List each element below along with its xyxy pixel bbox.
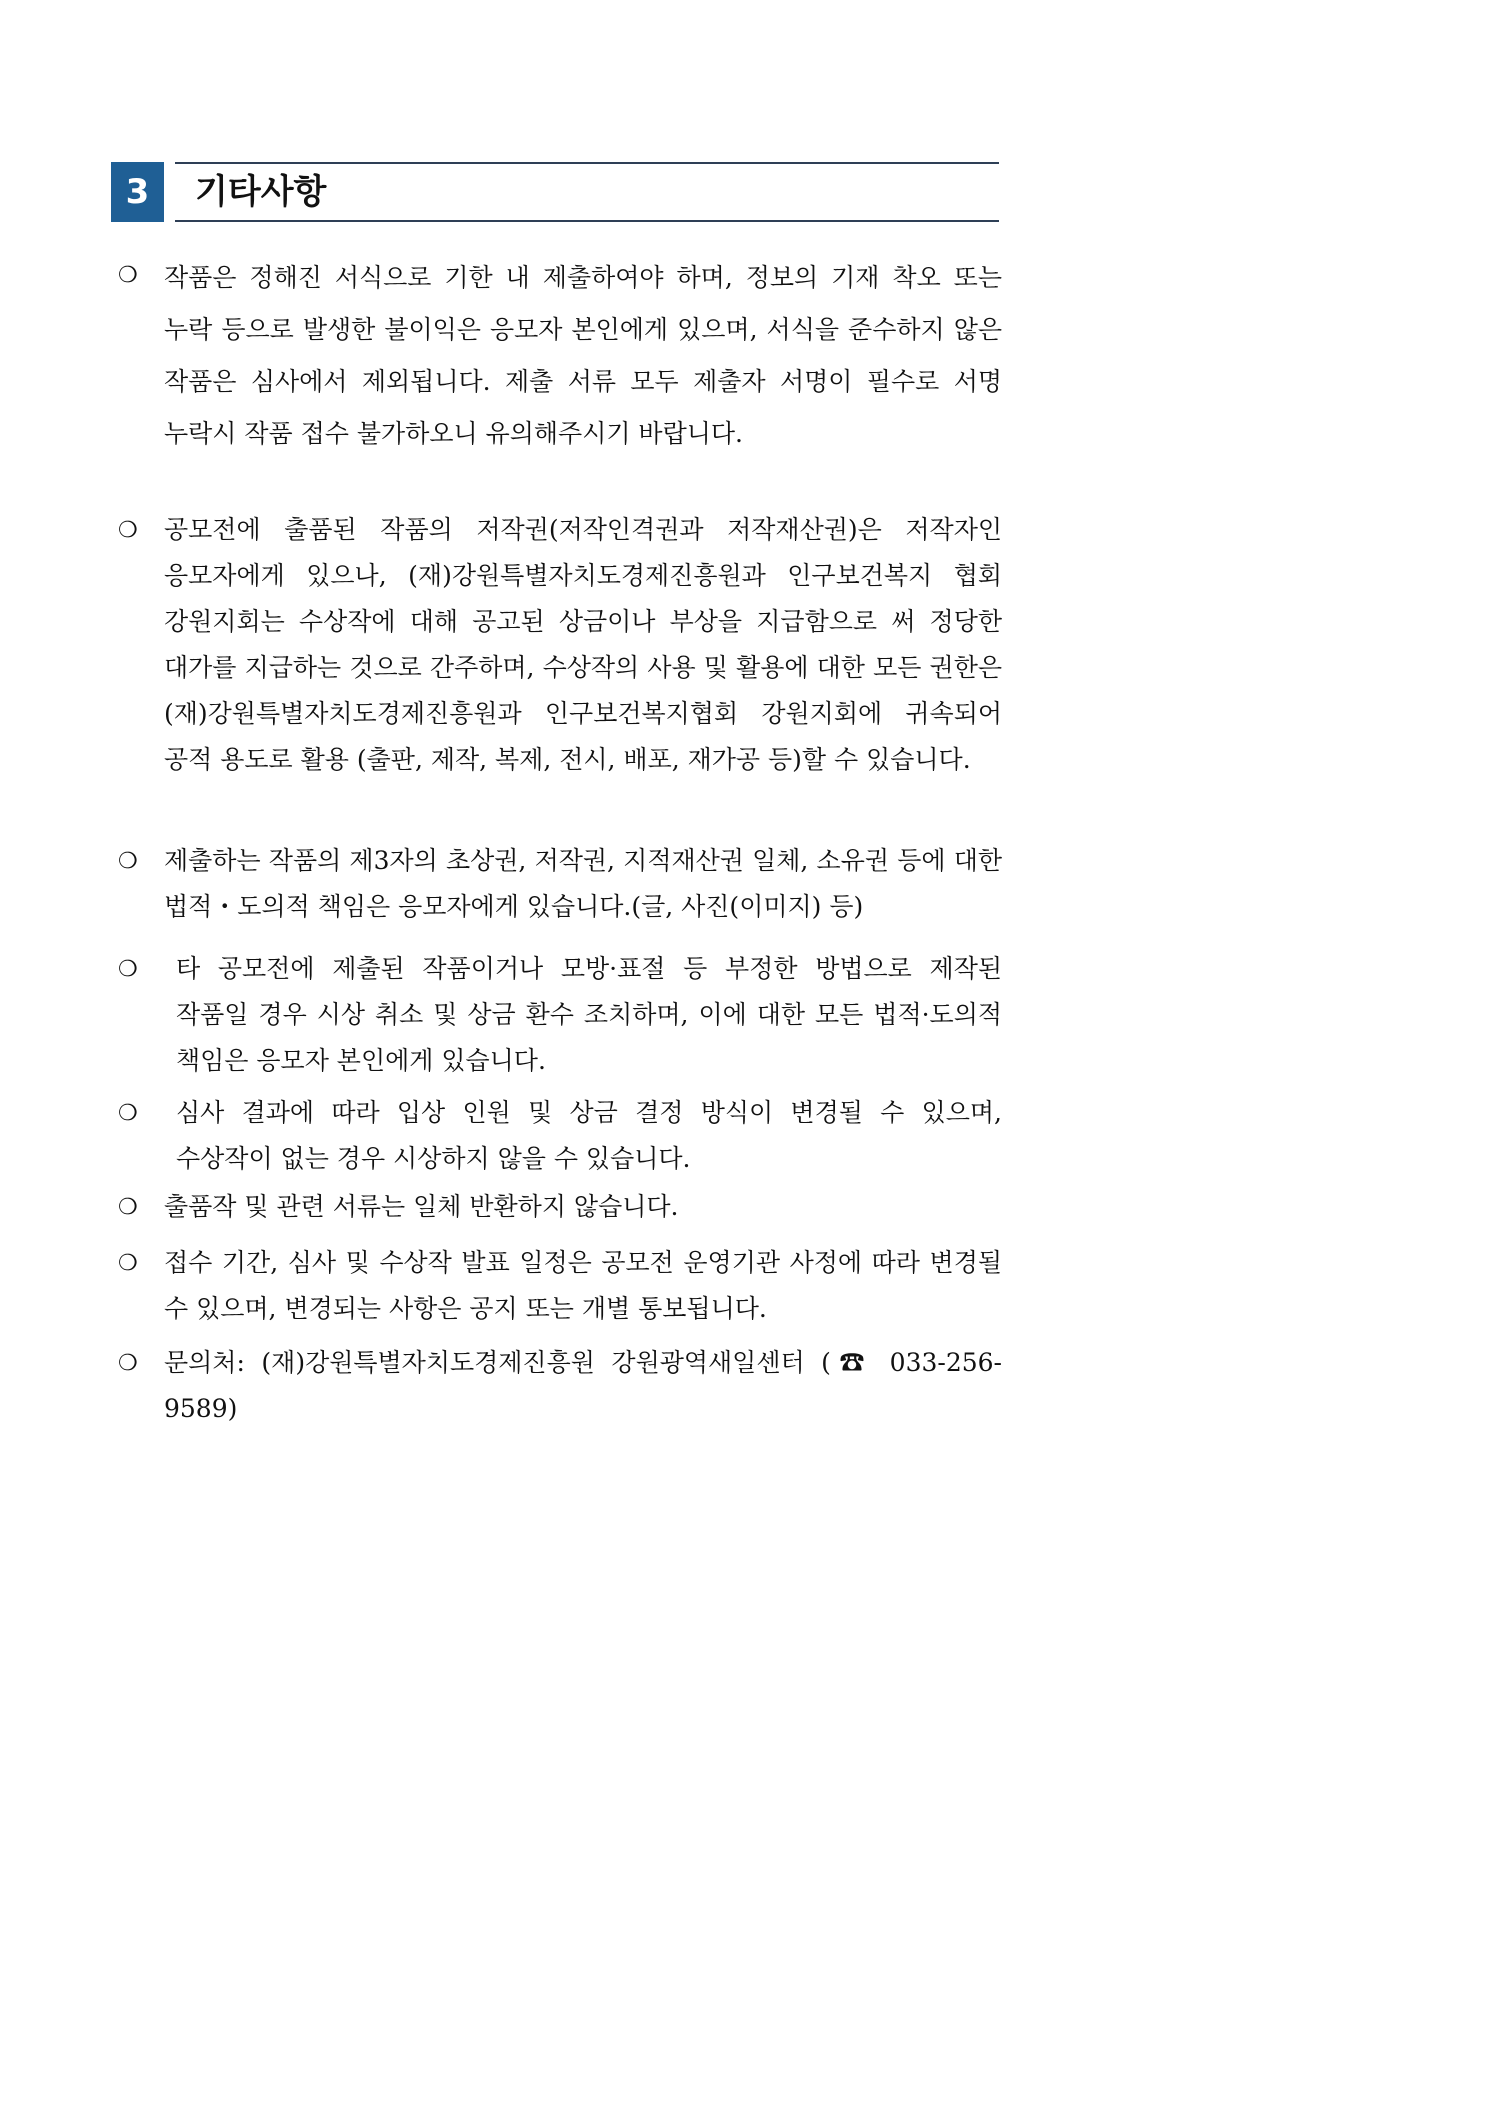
list-item (118, 946, 1002, 1084)
list-item-text: 출품작 및 관련 서류는 일체 반환하지 않습니다. (164, 1192, 679, 1221)
circle-bullet-icon: ❍ (118, 1351, 138, 1376)
circle-bullet-icon: ❍ (118, 957, 138, 982)
circle-bullet-icon: ❍ (118, 518, 138, 543)
list-item-text: 타 공모전에 제출된 작품이거나 모방·표절 등 부정한 방법으로 제작된 작품일 경우 시상 취소 및 상금 환수 조치하며, 이에 대한 모든 법적·도의적 책임은 응모자 본인에게 있습니다. (176, 954, 1002, 1075)
circle-bullet-icon: ❍ (118, 1251, 138, 1276)
circle-bullet-icon: ❍ (118, 1101, 138, 1126)
circle-bullet-icon: ❍ (118, 1195, 138, 1220)
list-item (118, 838, 1002, 930)
list-item (118, 1184, 1002, 1230)
list-item (118, 252, 1002, 460)
list-item (118, 1240, 1002, 1332)
list-item-text: 공모전에 출품된 작품의 저작권(저작인격권과 저작재산권)은 저작자인 응모자에게 있으나, (재)강원특별자치도경제진흥원과 인구보건복지 협회 강원지회는 수상작에 대해 공고된 상금이나 부상을 지급함으로 써 정당한 대가를 지급하는 것으로 간주하며, 수상작의 사용 및 활용에 대한 모든 권한은 (재)강원특별자치도경제진흥원과 인구보건복지협회 강원지회에 귀속되어 공적 용도로 활용 (출판, 제작, 복제, 전시, 배포, 재가공 등)할 수 있습니다. (164, 515, 1002, 774)
list-item-text: 심사 결과에 따라 입상 인원 및 상금 결정 방식이 변경될 수 있으며, 수상작이 없는 경우 시상하지 않을 수 있습니다. (176, 1098, 1002, 1173)
list-item (118, 1340, 1002, 1432)
list-item-text: 문의처: (재)강원특별자치도경제진흥원 강원광역새일센터 (☎ 033-256-9589) (164, 1348, 1002, 1423)
list-item-text: 접수 기간, 심사 및 수상작 발표 일정은 공모전 운영기관 사정에 따라 변경될 수 있으며, 변경되는 사항은 공지 또는 개별 통보됩니다. (164, 1248, 1002, 1323)
section-number-badge: 3 (111, 162, 164, 222)
circle-bullet-icon: ❍ (118, 263, 138, 288)
list-item-text: 작품은 정해진 서식으로 기한 내 제출하여야 하며, 정보의 기재 착오 또는 누락 등으로 발생한 불이익은 응모자 본인에게 있으며, 서식을 준수하지 않은 작품은 심사에서 제외됩니다. 제출 서류 모두 제출자 서명이 필수로 서명 누락시 작품 접수 불가하오니 유의해주시기 바랍니다. (164, 263, 1002, 448)
title-rule-bottom (175, 220, 999, 222)
section-title: 기타사항 (195, 172, 327, 212)
section-header (111, 162, 999, 222)
list-item (118, 507, 1002, 783)
circle-bullet-icon: ❍ (118, 849, 138, 874)
list-item-text: 제출하는 작품의 제3자의 초상권, 저작권, 지적재산권 일체, 소유권 등에 대한 법적・도의적 책임은 응모자에게 있습니다.(글, 사진(이미지) 등) (164, 846, 1002, 921)
list-item (118, 1090, 1002, 1182)
